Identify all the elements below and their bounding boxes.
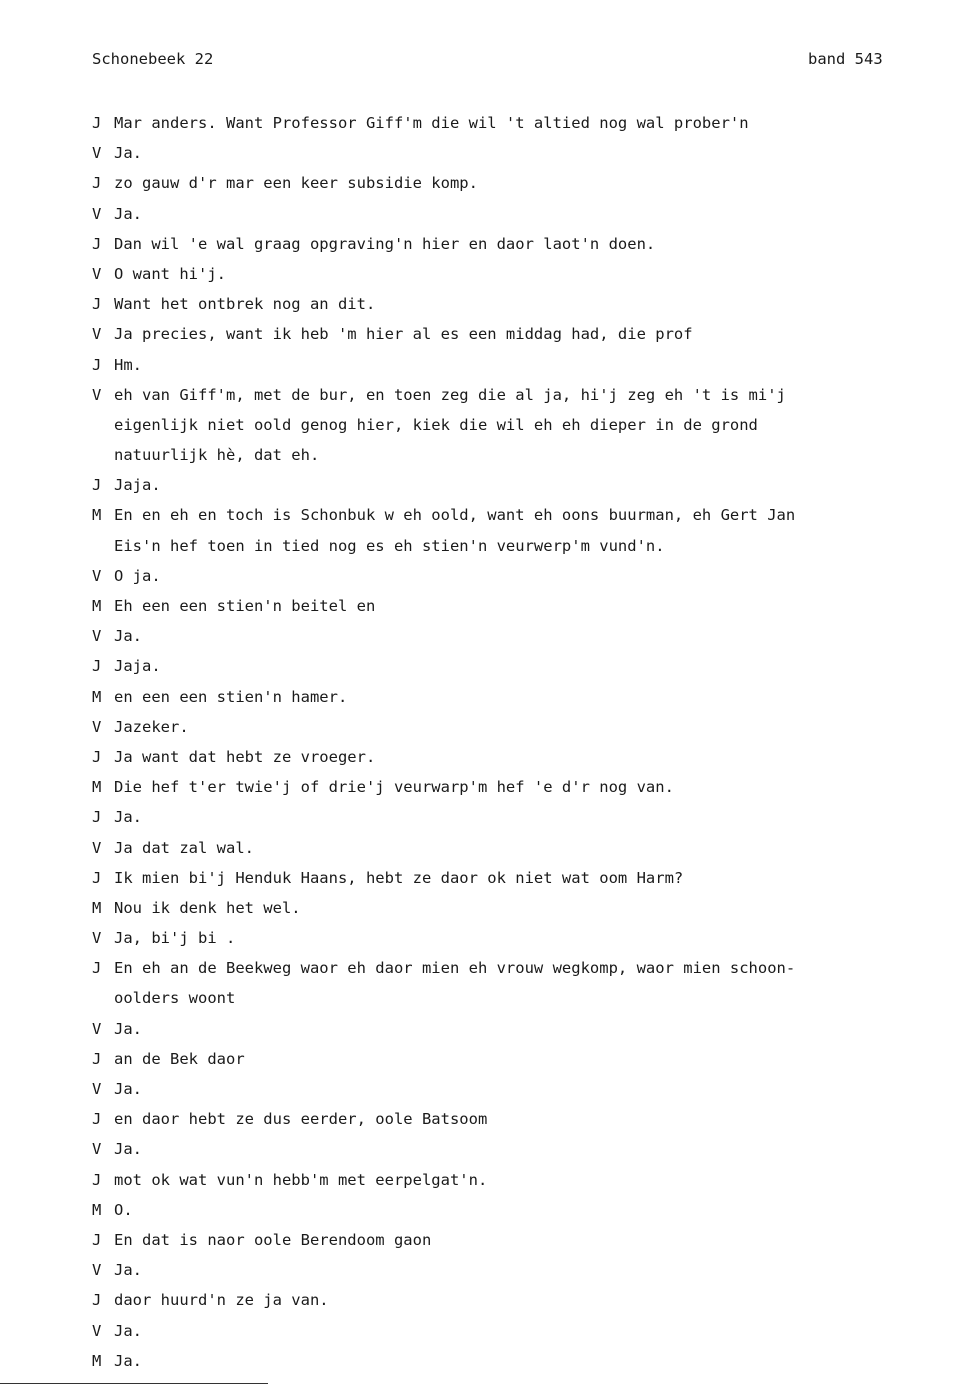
speaker-label: V [92, 627, 102, 646]
transcript-line [92, 1134, 912, 1164]
line-text: zo gauw d'r mar een keer subsidie komp. [114, 174, 478, 193]
speaker-label: J [92, 174, 102, 193]
transcript-line [92, 1044, 912, 1074]
speaker-label: V [92, 566, 102, 585]
transcript-line [92, 712, 912, 742]
speaker-label: J [92, 747, 102, 766]
speaker-label: V [92, 264, 102, 283]
line-text: Ja want dat hebt ze vroeger. [114, 747, 376, 766]
speaker-label: J [92, 959, 102, 978]
speaker-label: M [92, 687, 102, 706]
speaker-label: M [92, 898, 102, 917]
line-text: daor huurd'n ze ja van. [114, 1291, 329, 1310]
line-text: En eh an de Beekweg waor eh daor mien eh vrouw wegkomp, waor mien schoon- [114, 959, 796, 978]
line-text: en een een stien'n hamer. [114, 687, 348, 706]
line-text: Ja dat zal wal. [114, 838, 254, 857]
line-text: eigenlijk niet oold genog hier, kiek die wil eh eh dieper in de grond [114, 415, 758, 434]
transcript-line [92, 1014, 912, 1044]
speaker-label: V [92, 204, 102, 223]
line-text: mot ok wat vun'n hebb'm met eerpelgat'n. [114, 1170, 488, 1189]
line-text: Ja, bi'j bi . [114, 929, 236, 948]
speaker-label: V [92, 929, 102, 948]
transcript-line [92, 199, 912, 229]
transcript-line [92, 440, 912, 470]
transcript-line [92, 380, 912, 410]
transcript-line [92, 1285, 912, 1315]
transcript-line [92, 893, 912, 923]
header-band-number: band 543 [808, 50, 883, 68]
transcript-line [92, 1195, 912, 1225]
transcript-line [92, 289, 912, 319]
speaker-label: J [92, 1049, 102, 1068]
speaker-label: J [92, 1230, 102, 1249]
transcript-line [92, 772, 912, 802]
transcript-line [92, 923, 912, 953]
speaker-label: J [92, 1291, 102, 1310]
line-text: Jazeker. [114, 717, 189, 736]
speaker-label: J [92, 808, 102, 827]
line-text: Dan wil 'e wal graag opgraving'n hier en daor laot'n doen. [114, 234, 656, 253]
transcript-line [92, 1316, 912, 1346]
transcript-line [92, 742, 912, 772]
transcript-line [92, 319, 912, 349]
line-text: Jaja. [114, 476, 161, 495]
transcript-line [92, 350, 912, 380]
line-text: Ja. [114, 204, 142, 223]
speaker-label: M [92, 1351, 102, 1370]
line-text: Ja. [114, 144, 142, 163]
line-text: En dat is naor oole Berendoom gaon [114, 1230, 432, 1249]
speaker-label: J [92, 355, 102, 374]
line-text: Mar anders. Want Professor Giff'm die wil 't altied nog wal prober'n [114, 114, 749, 132]
line-text: Ja precies, want ik heb 'm hier al es een middag had, die prof [114, 325, 693, 344]
transcript-line [92, 1165, 912, 1195]
line-text: O want hi'j. [114, 264, 226, 283]
speaker-label: M [92, 778, 102, 797]
transcript-line [92, 500, 912, 530]
speaker-label: J [92, 114, 102, 132]
transcript-line [92, 682, 912, 712]
speaker-label: V [92, 385, 102, 404]
transcript-line [92, 1074, 912, 1104]
transcript-line [92, 863, 912, 893]
transcript-line [92, 561, 912, 591]
transcript-line [92, 983, 912, 1013]
speaker-label: V [92, 1321, 102, 1340]
line-text: an de Bek daor [114, 1049, 245, 1068]
transcript-line [92, 1104, 912, 1134]
line-text: Ja. [114, 1261, 142, 1280]
speaker-label: V [92, 1140, 102, 1159]
speaker-label: M [92, 506, 102, 525]
speaker-label: M [92, 597, 102, 615]
line-text: Ik mien bi'j Henduk Haans, hebt ze daor ok niet wat oom Harm? [114, 868, 684, 887]
speaker-label: J [92, 234, 102, 253]
transcript-line [92, 591, 912, 621]
line-text: Ja. [114, 808, 142, 827]
speaker-label: V [92, 144, 102, 163]
transcript-line [92, 833, 912, 863]
line-text: Ja. [114, 1019, 142, 1038]
speaker-label: V [92, 838, 102, 857]
line-text: Ja. [114, 627, 142, 646]
line-text: oolders woont [114, 989, 236, 1008]
speaker-label: V [92, 717, 102, 736]
speaker-label: V [92, 1261, 102, 1280]
transcript-line [92, 410, 912, 440]
speaker-label: M [92, 1200, 102, 1219]
transcript-line [92, 802, 912, 832]
transcript-line [92, 651, 912, 681]
footer-rule [0, 1383, 268, 1384]
transcript-line [92, 1255, 912, 1285]
transcript-line [92, 1346, 912, 1376]
speaker-label: J [92, 476, 102, 495]
header-title: Schonebeek 22 [92, 50, 214, 68]
speaker-label: J [92, 295, 102, 314]
speaker-label: J [92, 1110, 102, 1129]
line-text: Eh een een stien'n beitel en [114, 597, 376, 615]
transcript-line [92, 531, 912, 561]
line-text: Want het ontbrek nog an dit. [114, 295, 376, 314]
line-text: Nou ik denk het wel. [114, 898, 301, 917]
line-text: En en eh en toch is Schonbuk w eh oold, want eh oons buurman, eh Gert Jan [114, 506, 796, 525]
speaker-label: J [92, 1170, 102, 1189]
transcript-body [92, 108, 912, 1376]
transcript-line [92, 168, 912, 198]
line-text: Jaja. [114, 657, 161, 676]
line-text: natuurlijk hè, dat eh. [114, 446, 320, 465]
line-text: O. [114, 1200, 133, 1219]
line-text: Ja. [114, 1140, 142, 1159]
line-text: en daor hebt ze dus eerder, oole Batsoom [114, 1110, 488, 1129]
transcript-line [92, 138, 912, 168]
speaker-label: V [92, 1019, 102, 1038]
line-text: eh van Giff'm, met de bur, en toen zeg die al ja, hi'j zeg eh 't is mi'j [114, 385, 786, 404]
transcript-line [92, 229, 912, 259]
transcript-line [92, 1225, 912, 1255]
speaker-label: V [92, 325, 102, 344]
speaker-label: J [92, 657, 102, 676]
transcript-line [92, 259, 912, 289]
transcript-line [92, 621, 912, 651]
line-text: Ja. [114, 1080, 142, 1098]
line-text: Ja. [114, 1351, 142, 1370]
transcript-line [92, 470, 912, 500]
speaker-label: V [92, 1080, 102, 1098]
transcript-line [92, 953, 912, 983]
line-text: Die hef t'er twie'j of drie'j veurwarp'm hef 'e d'r nog van. [114, 778, 674, 797]
line-text: O ja. [114, 566, 161, 585]
line-text: Hm. [114, 355, 142, 374]
line-text: Eis'n hef toen in tied nog es eh stien'n veurwerp'm vund'n. [114, 536, 665, 555]
line-text: Ja. [114, 1321, 142, 1340]
speaker-label: J [92, 868, 102, 887]
transcript-line [92, 108, 912, 138]
